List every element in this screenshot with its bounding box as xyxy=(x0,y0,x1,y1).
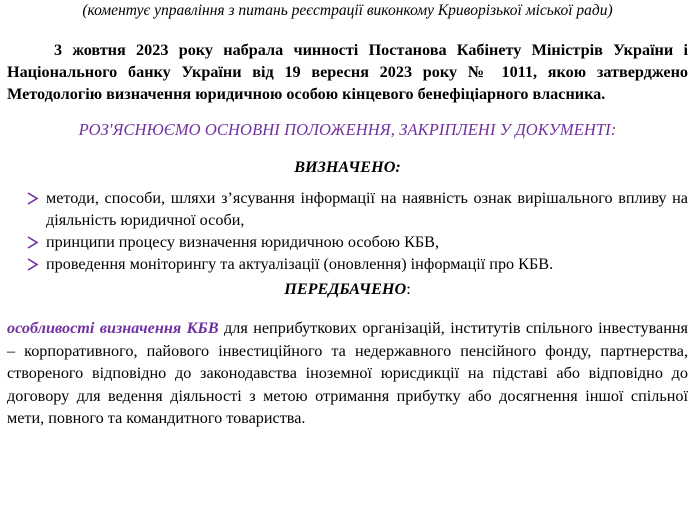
provided-heading-text: ПЕРЕДБАЧЕНО xyxy=(284,280,407,298)
document-subtitle: (коментує управління з питань реєстрації виконкому Криворізької міської ради) xyxy=(82,2,613,19)
document-page xyxy=(7,0,688,430)
arrow-bullet-icon xyxy=(26,253,40,275)
list-item xyxy=(7,231,688,253)
arrow-bullet-icon xyxy=(26,187,40,209)
list-item-text: проведення моніторингу та актуалізації (оновлення) інформації про КБВ. xyxy=(46,255,554,273)
list-item-text: принципи процесу визначення юридичною особою КБВ, xyxy=(46,233,440,251)
defined-heading: ВИЗНАЧЕНО: xyxy=(294,158,401,176)
arrow-bullet-icon xyxy=(26,231,40,253)
provided-highlight: особливості визначення КБВ xyxy=(7,319,219,337)
provided-heading xyxy=(7,278,688,300)
lead-paragraph: 3 жовтня 2023 року набрала чинності Постанова Кабінету Міністрів України і Національного банку України від 19 вересня 2023 року № 1011, якою затверджено Методологію визначення юридичною особою кінцевого бенефіціарного власника. xyxy=(7,41,688,103)
list-item-text: методи, способи, шляхи з’ясування інформації на наявність ознак вирішального впливу на діяльність юридичної особи, xyxy=(46,189,688,229)
defined-list xyxy=(7,187,688,275)
provided-paragraph xyxy=(7,317,688,430)
list-item xyxy=(7,253,688,275)
list-item xyxy=(7,187,688,231)
provided-heading-colon: : xyxy=(406,280,411,298)
explain-heading: РОЗ'ЯСНЮЄМО ОСНОВНІ ПОЛОЖЕННЯ, ЗАКРІПЛЕНІ У ДОКУМЕНТІ: xyxy=(78,120,617,139)
provided-text: для неприбуткових організацій, інститутів спільного інвестування – корпоративного, пайового інвестиційного та недержавного пенсійного фонду, партнерства, створеного відповідно до законодавства іноземної юрисдикції на підставі або відповідно до договору для ведення діяльності з метою отримання прибутку або досягнення іншої спільної мети, повного та командитного товариства. xyxy=(7,319,688,427)
